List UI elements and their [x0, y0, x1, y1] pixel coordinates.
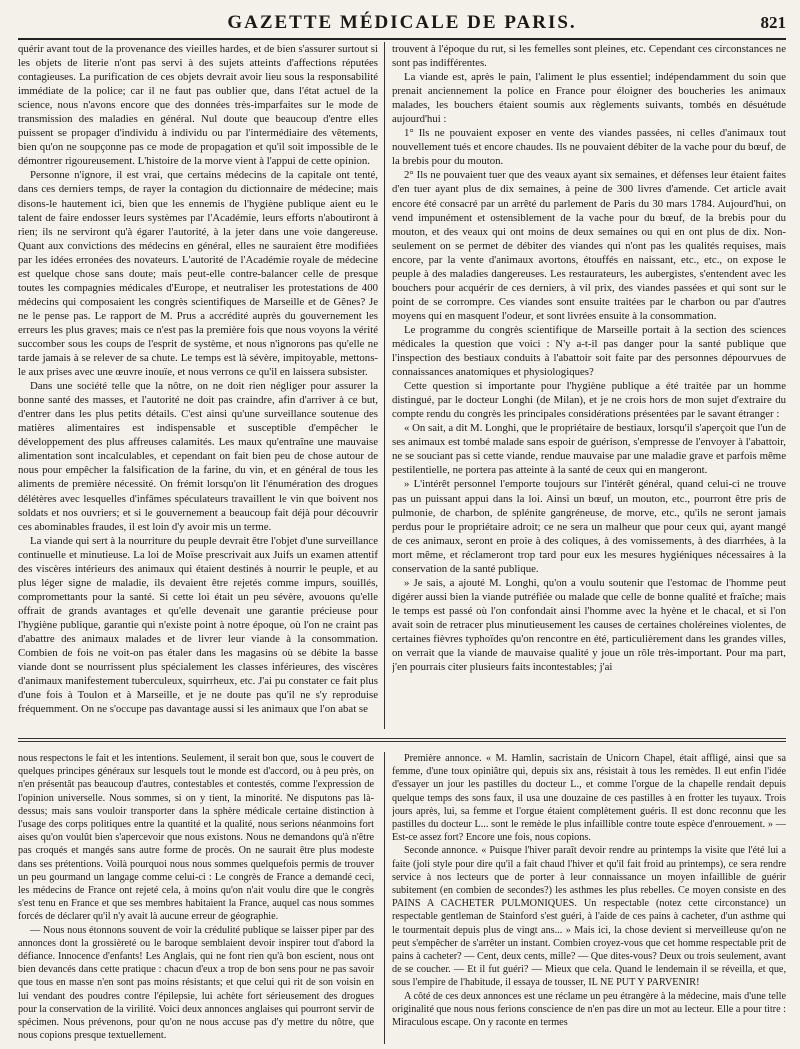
feuilleton-right-column [392, 752, 786, 1044]
paragraph: A côté de ces deux annonces est une réclame un peu étrangère à la médecine, mais d'une telle originalité que nous nous ferions conscience de n'en pas dire un mot au lecteur. Elle a pour titre : Miraculous escape. On y raconte en termes [392, 990, 786, 1029]
paragraph: Dans une société telle que la nôtre, on ne doit rien négliger pour assurer la bonne santé des masses, et l'autorité ne doit pas craindre, afin d'arriver à ce but, d'entrer dans les plus petits détails. C'est ainsi qu'une surveillance soutenue des matières alimentaires est indispensable et susceptible d'empêcher le développement des plus affreuses calamités. Les maux qu'entraîne une mauvaise alimentation sont incalculables, et cependant on fait bien peu de chose autour de nous pour empêcher la falsification de la farine, du vin, et en général de tous les aliments de première nécessité. On frémit lorsqu'on lit l'énumération des drogues délétères avec lesquelles d'infâmes spéculateurs travaillent le vin que boivent nos soldats et nos ouvriers; et si le gouvernement a beaucoup fait déjà pour découvrir ces abominables fraudes, il est loin d'y avoir mis un terme. [18, 380, 378, 533]
paragraph: nous respectons le fait et les intentions. Seulement, il serait bon que, sous le couvert de quelques principes généraux sur lesquels tout le monde est d'accord, ou à peu près, on n'en présentât pas beaucoup d'autres, contestables et contestés, comme l'expression de l'opinion universelle. Nous sommes, si on y tient, la minorité. Ne disputons pas là-dessus; mais sans vouloir transporter dans la sphère médicale certaine distinction à l'usage des corps politiques entre la quantité et la qualité, nous serions néanmoins fort aises qu'on voulût bien s'apercevoir que nous existons. Nous ne demandons qu'à n'être pas croqués et mangés sans autre forme de procès. On ne saurait être plus modeste dans ses prétentions. Voilà pourquoi nous nous sommes quelquefois permis de trouver un peu gourmand un langage comme celui-ci : Le congrès de France a demandé ceci, les médecins de France ont rejeté cela, à moins qu'on n'ait voulu dire que le congrès s'est tenu en France et que ses membres habitaient la France, auquel cas nous sommes forcés de déclarer qu'il n'y avait là aucune erreur de géographie. [18, 753, 374, 923]
page-number: 821 [760, 13, 786, 32]
column-divider [384, 752, 385, 1044]
paragraph: — Nous nous étonnons souvent de voir la crédulité publique se laisser piper par des annonces dont la grossièreté ou le baroque semblaient devoir inspirer tout d'abord la défiance. Innocence d'enfants! Les Anglais, qui ne font rien qu'à bon escient, nous ont bien devancés dans cette pratique : chacun d'eux a trop de bon sens pour ne pas savoir que tous en masse n'en sont pas moins résistants; et que celui qui rit de son voisin en lui vendant des poudres contre l'épilepsie, lui achète fort sérieusement des drogues pour la conservation de la virilité. Voici deux annonces anglaises qui pourront servir de spécimen. Nous prévenons, pour qu'on ne nous accuse pas d'y mettre du nôtre, que nous copions presque textuellement. [18, 924, 374, 1042]
paragraph: La viande qui sert à la nourriture du peuple devrait être l'objet d'une surveillance continuelle et minutieuse. La loi de Moïse prescrivait aux Juifs un examen attentif des viscères intérieurs des animaux qui étaient destinés à nourrir le peuple, et au plus léger signe de maladie, ils devaient être rejetés comme impurs, souillés, compromettants pour la santé. Si cette loi était un peu sévère, avouons qu'elle offrait de grands avantages et qu'elle devenait une garantie précieuse pour l'hygiène publique, garantie qui n'existe point à notre époque, où l'on ne craint pas d'abattre des animaux malades et de livrer leur viande à la consommation. Combien de fois ne voit-on pas étaler dans les magasins où se débite la basse viande dont se nourrissent plus spécialement les classes inférieures, des viscères d'animaux manifestement tuberculeux, squirrheux, etc. J'ai pu constater ce fait plus d'une fois à Toulon et à Marseille, et je ne doute pas qu'il ne s'y reproduise fréquemment. On ne s'occupe pas davantage aussi si les animaux que l'on abat se [18, 534, 378, 716]
paragraph: 1° Ils ne pouvaient exposer en vente des viandes passées, ni celles d'animaux tout nouvellement tués et encore chaudes. Ils ne pouvaient débiter de la vache pour du bœuf, de la brebis pour du mouton. [392, 127, 786, 168]
section-divider [18, 738, 786, 742]
top-right-column [392, 42, 786, 729]
paragraph: » L'intérêt personnel l'emporte toujours sur l'intérêt général, quand celui-ci ne trouve pas un puissant appui dans la loi. Ainsi un bœuf, un mouton, etc., pourront être pris de pulmonie, de charbon, de splénite gangréneuse, de morve, etc., qu'ils ne seront jamais perdus pour le propriétaire adroit; ce ne sera un malheur que pour ceux qui, ayant mangé de ces animaux, seront en proie à des coliques, à des vomissements, à des diarrhées, à la mort même, et réclameront trop tard pour eux les mesures hygiéniques nécessaires à la conservation de la santé publique. [392, 478, 786, 575]
paragraph: La viande est, après le pain, l'aliment le plus essentiel; indépendamment du soin que prenait anciennement la police en France pour éloigner des boucheries les animaux malades, les bouchers étaient soumis aux règlements suivants, tombés en désuétude aujourd'hui : [392, 71, 786, 126]
paragraph: Personne n'ignore, il est vrai, que certains médecins de la capitale ont tenté, dans ces derniers temps, de rayer la contagion du dictionnaire de médecine; mais disons-le hautement ici, bien que les ennemis de l'hygiène publique aient eu le talent de faire endosser leurs systèmes par l'Académie, leurs efforts n'aboutiront à rien; ils ne serviront qu'à égarer l'autorité, à la jeter dans une voie dangereuse. Quant aux convictions des médecins en général, elles ne sauraient être modifiées par les idées erronées des novateurs. L'autorité de l'Académie royale de médecine est quelque chose sans doute; mais peut-elle contre-balancer celle de presque toutes les compagnies médicales d'Europe, et neutraliser les protestations de 400 médecins qui composaient les congrès scientifiques de Marseille et de Gênes? Je ne le pense pas. Le rapport de M. Prus a accrédité auprès du gouvernement les erreurs les plus graves; mais ce n'est pas la première fois que nous voyons la vérité succomber sous les coups de l'esprit de système, et nous n'ignorons pas qu'elle ne tarde jamais à se relever de sa chute. Le temps est là sévère, impitoyable, mettons-le aux prises avec une œuvre inouïe, et nous verrons ce qu'il en laissera subsister. [18, 169, 378, 379]
paragraph: « On sait, a dit M. Longhi, que le propriétaire de bestiaux, lorsqu'il s'aperçoit que l'un de ses animaux est tombé malade sans espoir de guérison, s'empresse de l'envoyer à l'abattoir, ne se souciant pas si cette viande, rendue mauvaise par une maladie grave et parfois même pestilentielle, ne portera pas atteinte à la santé de ceux qui en mangeront. [392, 422, 786, 477]
paragraph: Cette question si importante pour l'hygiène publique a été traitée par un homme distingué, par le docteur Longhi (de Milan), et je ne crois hors de mon sujet d'extraire du compte rendu du congrès les principales considérations présentées par le savant étranger : [392, 380, 786, 421]
journal-title: GAZETTE MÉDICALE DE PARIS. [227, 12, 577, 33]
paragraph: trouvent à l'époque du rut, si les femelles sont pleines, etc. Cependant ces circonstances ne sont pas indifférentes. [392, 43, 786, 70]
paragraph: » Je sais, a ajouté M. Longhi, qu'on a voulu soutenir que l'estomac de l'homme peut digérer aussi bien la viande putréfiée ou malade que celle de bonne qualité et fraîche; mais le temps est passé où l'on confondait ainsi l'homme avec la hyène et le chacal, et si l'on avait soin de retracer plus minutieusement les causes de certaines choléreines violentes, de certaines fièvres typhoïdes qu'on rencontre en été, particulièrement dans les grandes villes, on verrait que la viande de mauvaise qualité y joue un rôle très-important. Pour ma part, j'en pourrais citer plusieurs faits incontestables; j'ai [392, 576, 786, 674]
top-left-column [18, 42, 378, 729]
paragraph: Seconde annonce. « Puisque l'hiver paraît devoir rendre au printemps la visite que l'été lui a faite (joli style pour dire qu'il a fait chaud l'hiver et qu'il fait froid au printemps), ce sera rendre service à nos lecteurs que de porter à leur connaissance un moyen infaillible de guérir subitement (en combien de secondes?) les asthmes les plus rebelles. Ce moyen consiste en des PAINS A CACHETER PULMONIQUES. Un respectable (notez cette circonstance) un respectable gentleman de Stainford s'est guéri, à l'aide de ces pains à cacheter, d'un asthme qui le tourmentait depuis plus de vingt ans... » Mais ici, la chose devient si merveilleuse qu'on ne peut s'empêcher de s'arrêter un instant. Combien croyez-vous que cet homme respectable prit de pains à cacheter? — Cent, deux cents, mille? — Que dites-vous? Deux ou trois seulement, avant de se coucher. — Et il fut guéri? — Mieux que cela. Quand le lendemain il se réveilla, et que, sous l'empire de l'habitude, il essaya de tousser, IL NE PUT Y PARVENIR! [392, 845, 786, 989]
paragraph: Le programme du congrès scientifique de Marseille portait à la section des sciences médicales la question que voici : N'y a-t-il pas danger pour la santé publique que l'inspection des bestiaux conduits à l'abattoir soit faite par des personnes dépourvues de connaissances anatomiques et physiologiques? [392, 323, 786, 379]
feuilleton-left-column [18, 752, 374, 1044]
paragraph: 2° Ils ne pouvaient tuer que des veaux ayant six semaines, et défenses leur étaient faites d'en tuer ayant plus de dix semaines, à peine de 300 livres d'amende. Cet article avait encore été consacré par un arrêté du parlement de Paris du 30 mars 1784. Aujourd'hui, on vend impunément et ostensiblement de la vache pour du bœuf, de la brebis pour du mouton, et des veaux qui ont moins de deux semaines ou qui en ont plus de dix. Non-seulement on se permet de débiter des viandes qui n'ont pas les qualités requises, mais encore, par la vente d'animaux avortons, étouffés en naissant, etc., etc., on expose le peuple à des maladies dangereuses. Les restaurateurs, les aubergistes, s'entendent avec les bouchers pour acquérir de ces derniers, à vil prix, des viandes passées et qui sont sur le point de se corrompre. Ces viandes sont ensuite traitées par le charbon ou par d'autres moyens qui en masquent l'odeur, et sont livrées ensuite à la consommation. [392, 169, 786, 322]
column-divider [384, 42, 385, 729]
paragraph: Première annonce. « M. Hamlin, sacristain de Unicorn Chapel, était affligé, ainsi que sa femme, d'une toux opiniâtre qui, depuis six ans, résistait à tous les remèdes. Il eut enfin l'idée d'essayer un jour les pastilles du docteur L., et comme l'orgue de la chapelle rendait depuis quelque temps des sons faux, il usa une douzaine de ces pastilles à en frotter les tuyaux. Trois jours après, lui, sa femme et l'orgue étaient complètement guéris. Il est donc reconnu que les pastilles du docteur L... sont le remède le plus infaillible contre toute espèce d'enrouement. » — Est-ce assez fort? Encore une fois, nous copions. [392, 753, 786, 844]
paragraph: quérir avant tout de la provenance des vieilles hardes, et de bien s'assurer surtout si les objets de literie n'ont pas servi à des sujets atteints d'affections réputées contagieuses. La purification de ces objets devrait avoir lieu sous la responsabilité immédiate de la police; car il ne faut pas oublier que, dans l'état actuel de la science, nous n'avons encore que des données très-imparfaites sur le mode de transmission des maladies en général. Nul doute que beaucoup d'entre elles puissent se propager d'individu à individu ou par l'intermédiaire des vêtements, bien qu'on ne soupçonne pas ce mode de propagation et qu'il soit impossible de le démontrer rigoureusement. L'histoire de la morve vient à l'appui de cette opinion. [18, 43, 378, 168]
page-header [18, 8, 786, 40]
